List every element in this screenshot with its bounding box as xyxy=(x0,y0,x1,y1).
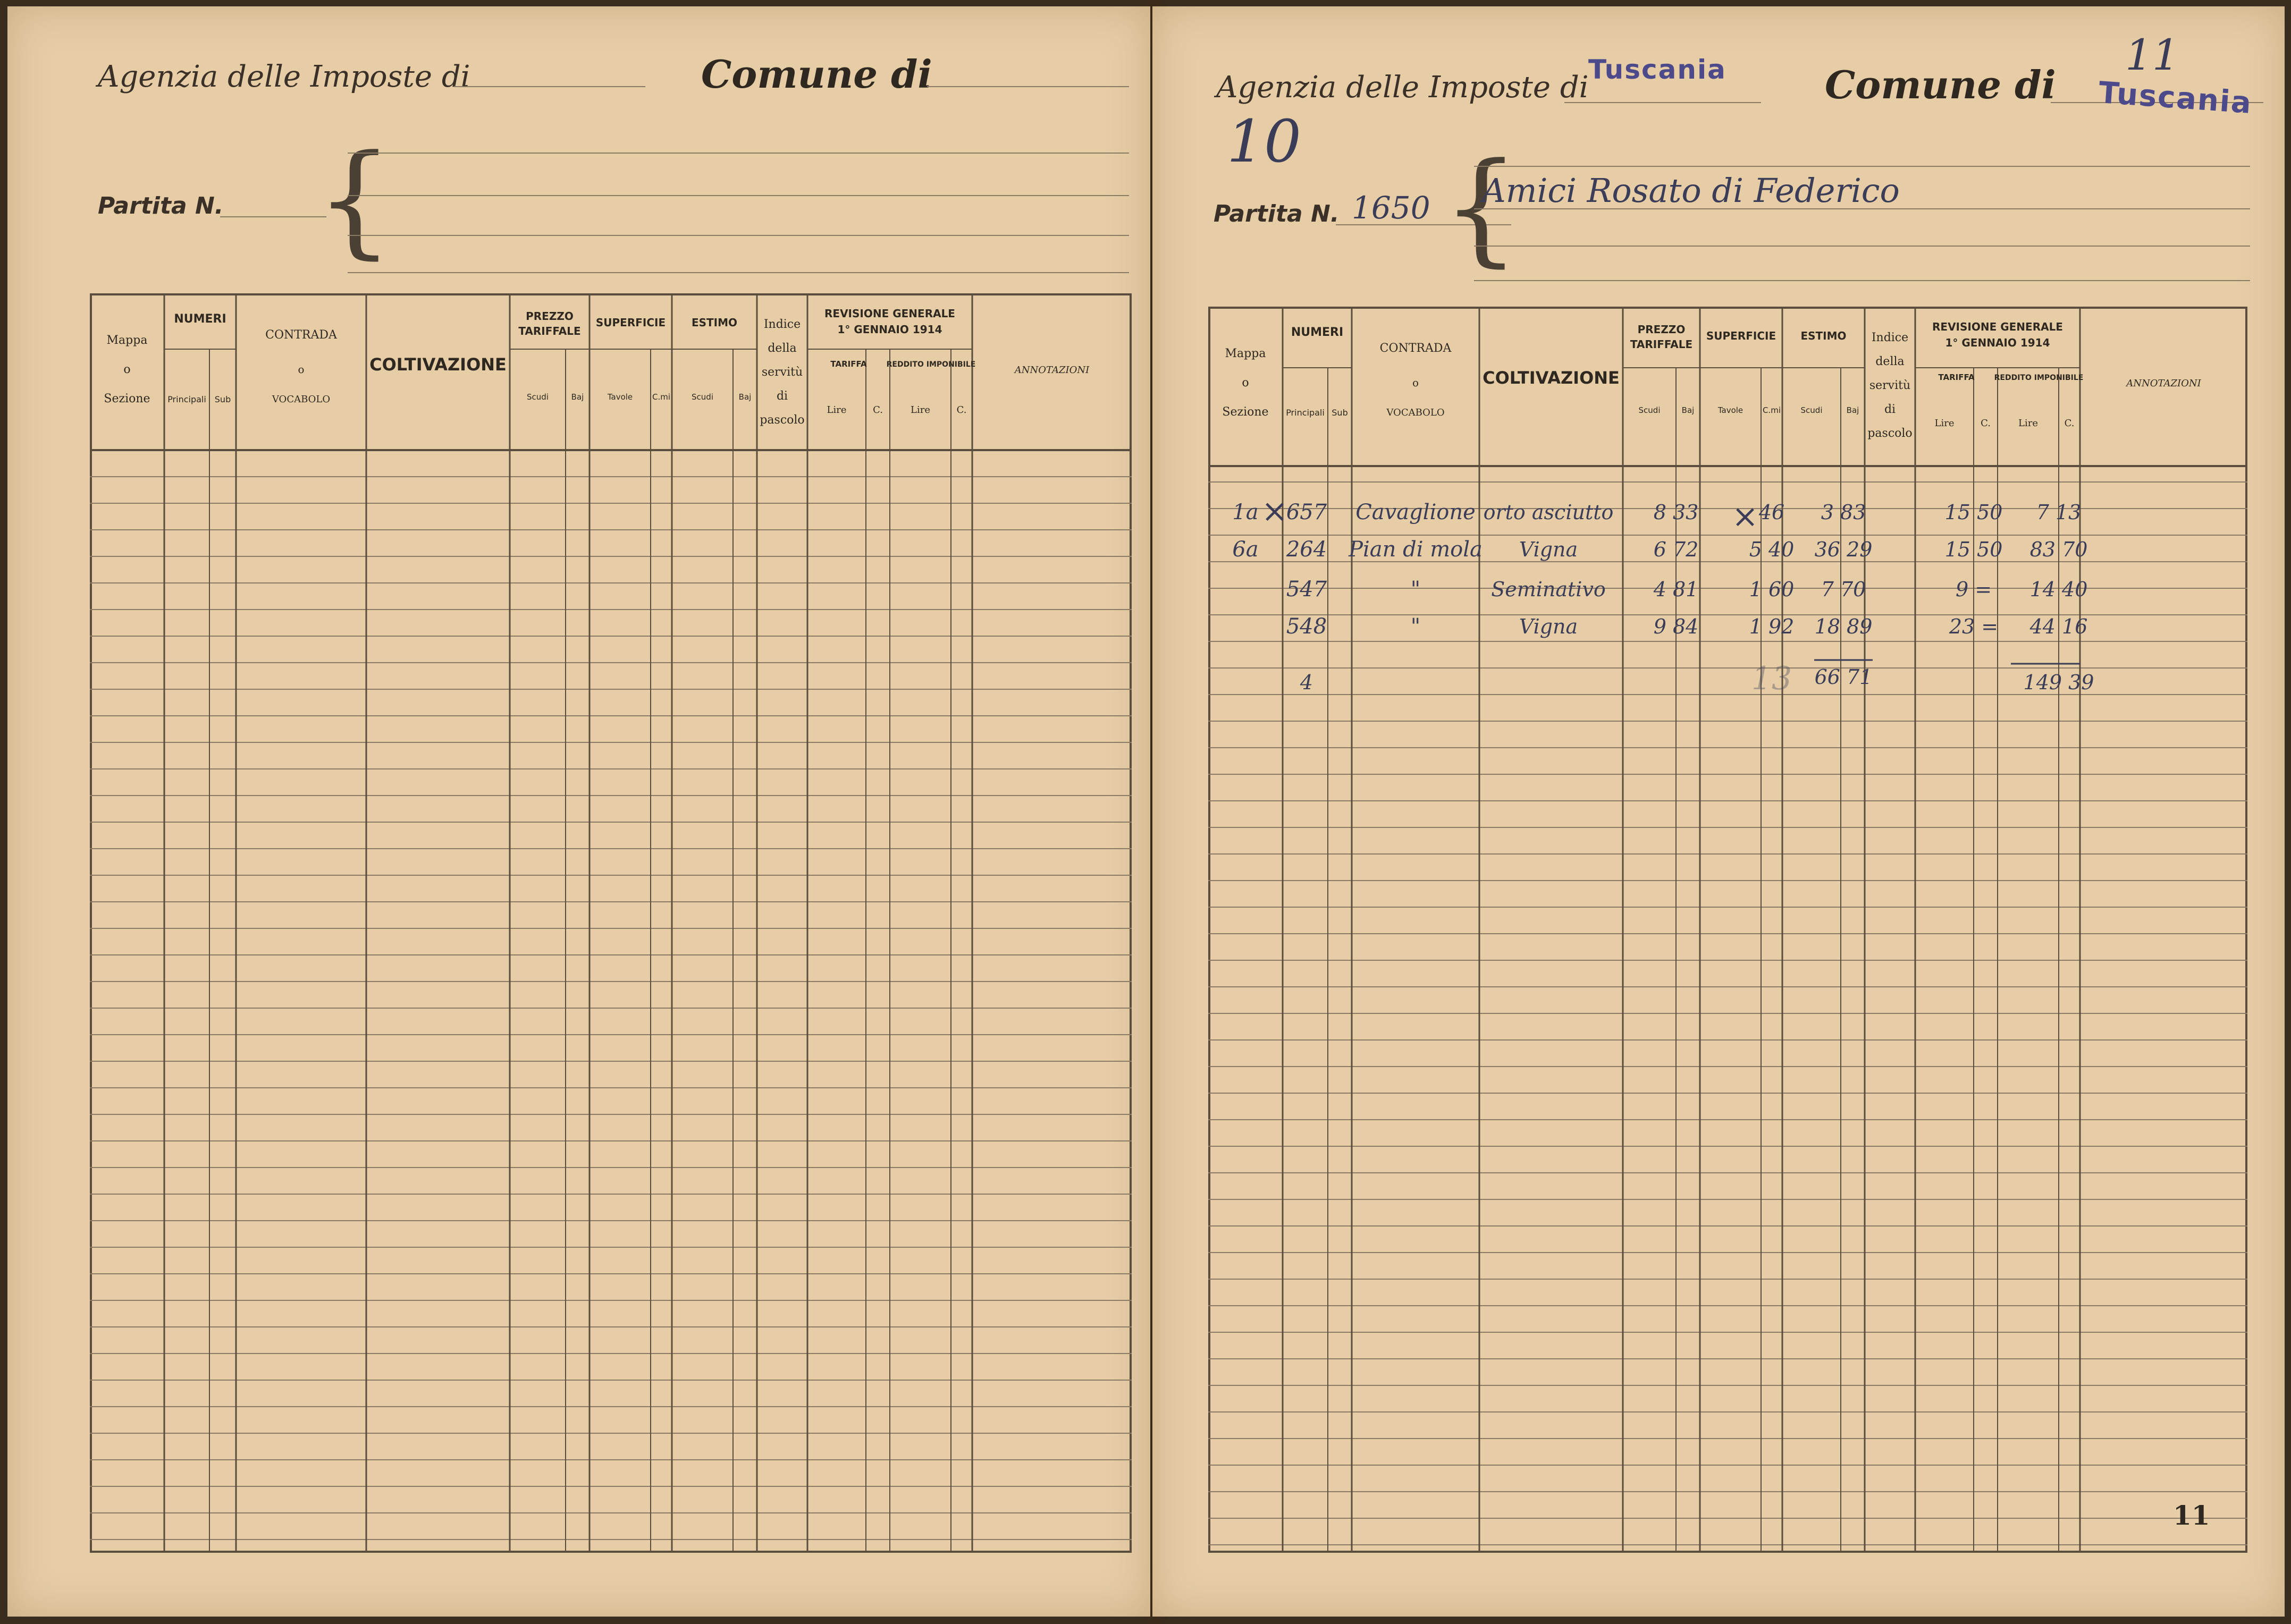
entry-contrada: " xyxy=(1410,577,1421,602)
header-prezzo: PREZZO xyxy=(526,310,574,323)
header-vocabolo: VOCABOLO xyxy=(1386,407,1445,418)
entry-estimo: 3 83 xyxy=(1821,501,1866,524)
header-gennaio-1914: 1° GENNAIO 1914 xyxy=(837,323,942,336)
header-revisione: REVISIONE GENERALE xyxy=(824,307,955,320)
header-numeri: NUMERI xyxy=(174,312,226,326)
partita-label: Partita N. xyxy=(98,192,224,219)
entry-contrada: Pian di mola xyxy=(1349,537,1483,562)
header-principali: Principali xyxy=(167,394,206,404)
header-indice-2: servitù xyxy=(1869,379,1911,392)
owner-brace: { xyxy=(1442,137,1520,279)
owner-line-1 xyxy=(1474,166,2250,167)
header-indice-1: della xyxy=(1875,355,1905,368)
total-superficie: 13 xyxy=(1751,660,1792,697)
entry-prezzo: 6 72 xyxy=(1653,538,1699,561)
total-reddito: 149 39 xyxy=(2023,671,2094,694)
header-tariffale: TARIFFALE xyxy=(1630,338,1693,351)
comune-stamp: Tuscania xyxy=(2098,75,2254,121)
header-contrada-o: o xyxy=(298,363,305,376)
entry-sezione: 6a xyxy=(1232,537,1259,562)
owner-line-4 xyxy=(1474,280,2250,281)
header-annotazioni: ANNOTAZIONI xyxy=(1014,365,1090,376)
header-sub: Sub xyxy=(214,394,231,404)
header-coltivazione: COLTIVAZIONE xyxy=(369,354,507,375)
cross-mark: × xyxy=(1731,498,1759,535)
entry-tariffa: 23 = xyxy=(1949,615,1999,638)
header-scudi: Scudi xyxy=(527,392,549,402)
owner-name: Amici Rosato di Federico xyxy=(1482,171,1900,210)
comune-label: Comune di xyxy=(701,52,932,97)
header-mappa: Mappa xyxy=(1225,347,1266,360)
table-border xyxy=(1209,308,2246,1552)
owner-line-3 xyxy=(348,235,1129,236)
header-vocabolo: VOCABOLO xyxy=(272,394,331,405)
left-page xyxy=(7,6,1150,1617)
comune-label: Comune di xyxy=(1825,62,2056,107)
header-sezione: Sezione xyxy=(1222,405,1269,419)
header-tariffa-lire: Lire xyxy=(827,404,847,416)
entry-principale: 547 xyxy=(1286,577,1327,602)
entry-principale: 548 xyxy=(1286,614,1327,639)
header-sub: Sub xyxy=(1332,408,1348,418)
header-estimo-baj: Baj xyxy=(1846,405,1859,415)
owner-line-1 xyxy=(348,153,1129,154)
agency-field-line xyxy=(1564,102,1761,103)
header-mappa: Mappa xyxy=(106,334,148,347)
header-reddito-c: C. xyxy=(956,404,967,416)
agency-label: Agenzia delle Imposte di xyxy=(98,60,470,94)
header-superficie: SUPERFICIE xyxy=(595,316,666,329)
header-prezzo: PREZZO xyxy=(1637,323,1686,336)
entry-prezzo: 4 81 xyxy=(1653,578,1699,601)
entry-superficie: 1 60 xyxy=(1749,578,1795,601)
header-mappa-o: o xyxy=(1242,376,1249,390)
entry-contrada: " xyxy=(1410,614,1421,639)
header-tariffa-c: C. xyxy=(1981,418,1991,429)
total-count: 4 xyxy=(1300,671,1313,694)
header-indice-4: pascolo xyxy=(760,413,805,427)
header-reddito: REDDITO IMPONIBILE xyxy=(1994,374,2084,382)
entry-estimo: 7 70 xyxy=(1821,578,1866,601)
entry-contrada: Cavaglione xyxy=(1355,500,1476,525)
header-sezione: Sezione xyxy=(104,392,150,405)
header-reddito: REDDITO IMPONIBILE xyxy=(886,360,976,369)
header-contrada-o: o xyxy=(1412,376,1419,389)
entry-prezzo: 9 84 xyxy=(1653,615,1699,638)
header-tariffale: TARIFFALE xyxy=(518,325,581,337)
header-indice-4: pascolo xyxy=(1867,427,1913,440)
header-indice-0: Indice xyxy=(1871,331,1909,344)
entry-coltivazione: orto asciutto xyxy=(1483,501,1614,524)
header-tavole: Tavole xyxy=(1717,405,1743,415)
entry-superficie: 46 xyxy=(1758,501,1785,524)
agency-field-line xyxy=(454,86,645,87)
owner-brace: { xyxy=(316,129,394,271)
header-estimo-scudi: Scudi xyxy=(692,392,713,402)
header-tavole: Tavole xyxy=(607,392,633,402)
header-cmi: C.mi xyxy=(652,392,671,402)
header-scudi: Scudi xyxy=(1638,405,1661,415)
partita-value: 1650 xyxy=(1352,190,1430,226)
header-indice-2: servitù xyxy=(761,366,803,379)
total-estimo: 66 71 xyxy=(1814,665,1873,689)
header-reddito-c: C. xyxy=(2064,418,2075,429)
header-tariffa: TARIFFA xyxy=(1938,373,1975,382)
entry-superficie: 5 40 xyxy=(1749,538,1795,561)
entry-tariffa: 15 50 xyxy=(1944,538,2003,561)
owner-line-2 xyxy=(348,195,1129,196)
header-estimo: ESTIMO xyxy=(1800,329,1847,342)
header-indice-3: di xyxy=(776,390,788,403)
header-baj: Baj xyxy=(571,392,584,402)
agency-label: Agenzia delle Imposte di xyxy=(1216,70,1589,105)
entry-estimo: 36 29 xyxy=(1814,538,1873,561)
header-tariffa-c: C. xyxy=(873,404,883,416)
entry-principale: 264 xyxy=(1286,537,1327,562)
entry-superficie: 1 92 xyxy=(1749,615,1795,638)
header-numeri: NUMERI xyxy=(1291,326,1344,339)
entry-reddito: 44 16 xyxy=(2029,615,2088,638)
header-cmi: C.mi xyxy=(1762,405,1781,415)
cadastral-table-right xyxy=(1208,307,2247,1553)
header-estimo-baj: Baj xyxy=(738,392,752,402)
partita-label: Partita N. xyxy=(1214,200,1340,227)
header-tariffa: TARIFFA xyxy=(830,359,867,369)
entry-tariffa: 15 50 xyxy=(1944,501,2003,524)
header-coltivazione: COLTIVAZIONE xyxy=(1483,368,1620,388)
entry-coltivazione: Vigna xyxy=(1519,615,1578,638)
entry-reddito: 83 70 xyxy=(2029,538,2088,561)
header-estimo-scudi: Scudi xyxy=(1800,405,1823,415)
header-indice-1: della xyxy=(768,342,797,355)
entry-sezione: 1a xyxy=(1232,500,1259,525)
header-reddito-lire: Lire xyxy=(2018,418,2038,429)
entry-principale: 657 xyxy=(1286,500,1327,525)
header-mappa-o: o xyxy=(123,363,131,376)
agency-stamp: Tuscania xyxy=(1588,54,1726,85)
partita-field-line xyxy=(220,216,326,217)
header-contrada: CONTRADA xyxy=(265,328,337,342)
header-estimo: ESTIMO xyxy=(691,316,738,329)
header-principali: Principali xyxy=(1286,408,1325,418)
header-baj: Baj xyxy=(1681,405,1695,415)
entry-coltivazione: Seminativo xyxy=(1491,578,1606,601)
header-revisione: REVISIONE GENERALE xyxy=(1932,320,2063,333)
entry-estimo: 18 89 xyxy=(1814,615,1873,638)
header-indice-3: di xyxy=(1884,403,1896,416)
owner-line-4 xyxy=(348,272,1129,273)
corner-mark: 11 xyxy=(2125,30,2179,80)
header-reddito-lire: Lire xyxy=(911,404,930,416)
header-gennaio-1914: 1° GENNAIO 1914 xyxy=(1945,336,2050,349)
page-mark: 10 xyxy=(1227,107,1301,175)
cadastral-table-left xyxy=(90,293,1132,1553)
owner-line-3 xyxy=(1474,246,2250,247)
header-annotazioni: ANNOTAZIONI xyxy=(2126,378,2201,389)
header-superficie: SUPERFICIE xyxy=(1706,329,1776,342)
entry-tariffa: 9 = xyxy=(1955,578,1992,601)
header-contrada: CONTRADA xyxy=(1379,342,1452,355)
header-tariffa-lire: Lire xyxy=(1934,418,1955,429)
page-number: 11 xyxy=(2173,1500,2210,1531)
entry-reddito: 14 40 xyxy=(2029,578,2088,601)
header-indice-0: Indice xyxy=(763,318,801,331)
comune-field-line xyxy=(927,86,1129,87)
right-page xyxy=(1152,6,2285,1617)
cross-mark: × xyxy=(1261,493,1288,530)
table-border xyxy=(91,294,1131,1552)
entry-reddito: 7 13 xyxy=(2036,501,2082,524)
entry-coltivazione: Vigna xyxy=(1519,538,1578,561)
entry-prezzo: 8 33 xyxy=(1653,501,1699,524)
